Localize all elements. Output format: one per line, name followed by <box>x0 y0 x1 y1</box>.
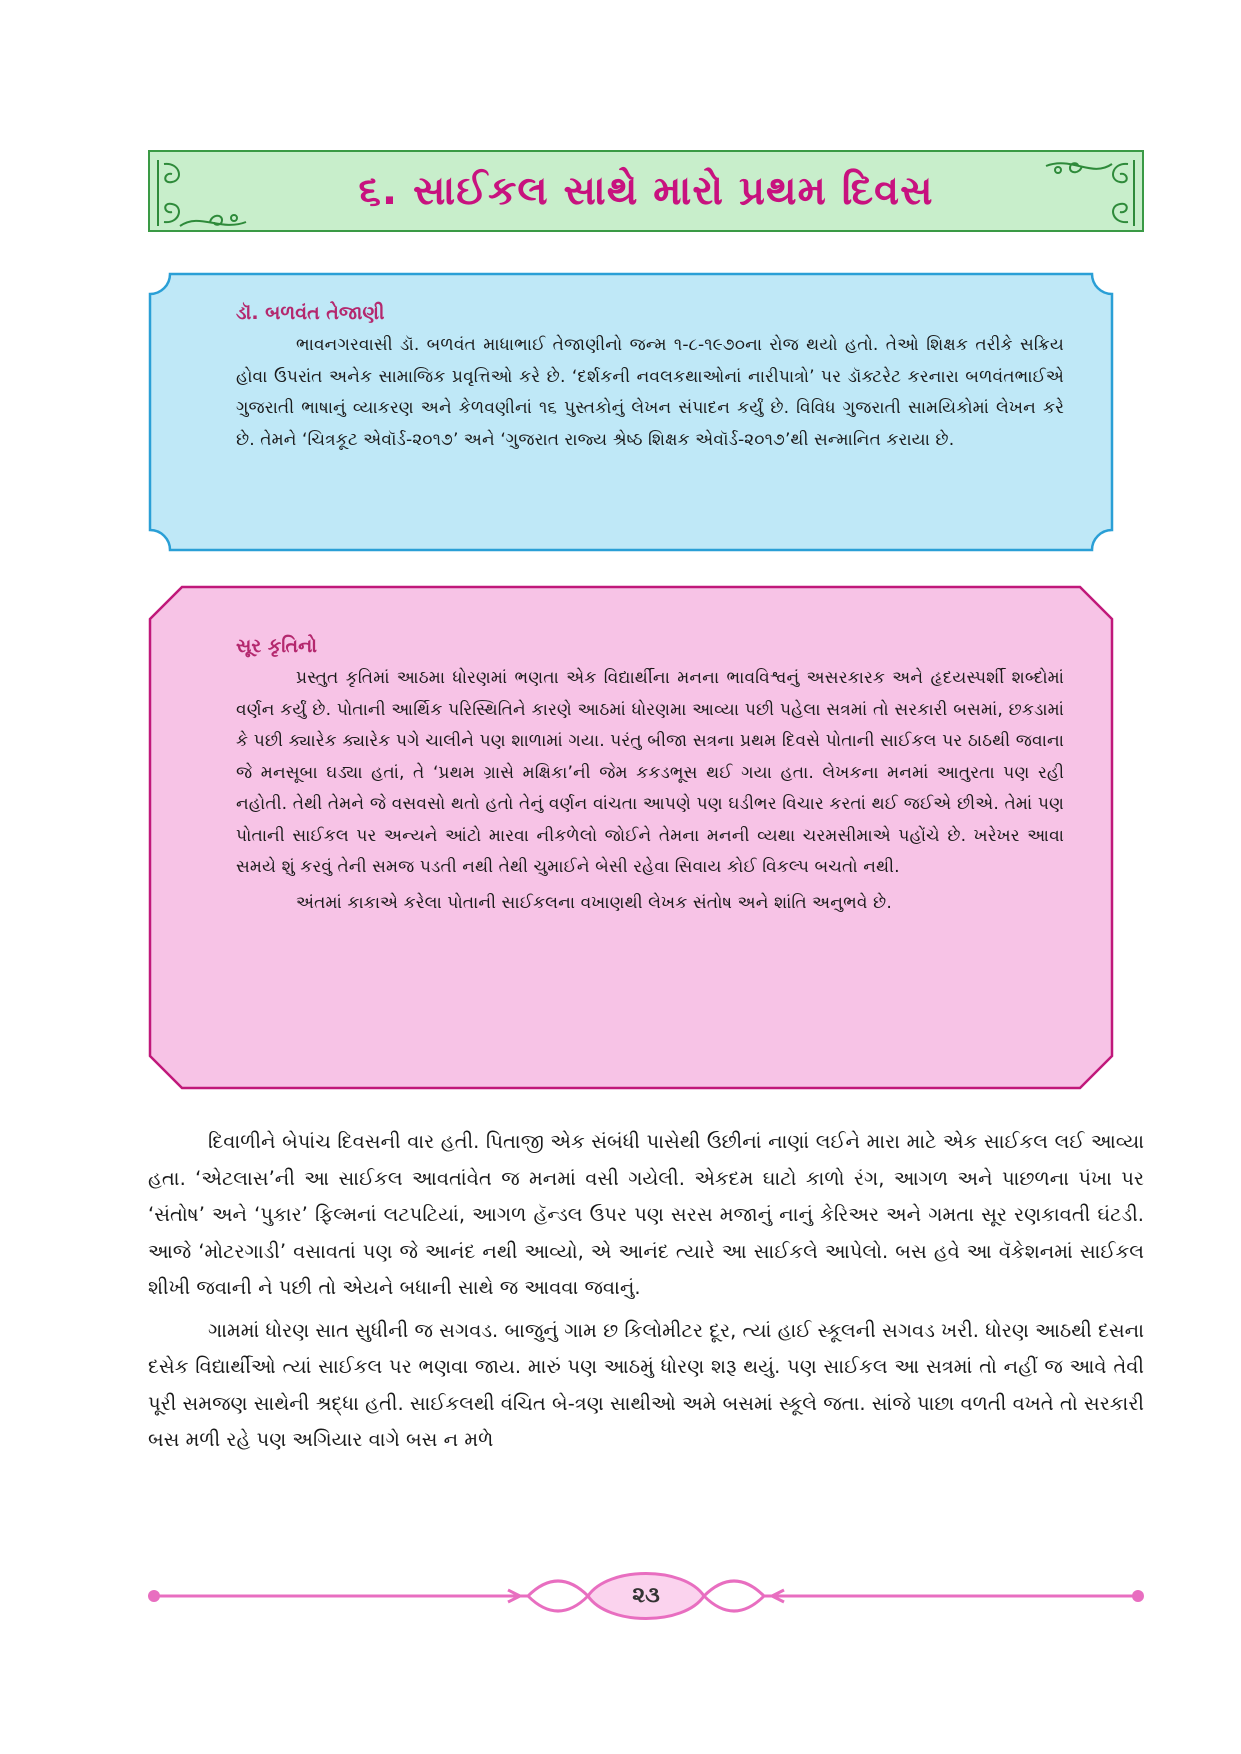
author-name-heading: ડૉ. બળવંત તેજાણી <box>236 302 385 324</box>
summary-heading: સૂર કૃતિનો <box>236 635 318 657</box>
author-box-content <box>236 302 1064 456</box>
body-paragraph-2: ગામમાં ધોરણ સાત સુધીની જ સગવડ. બાજુનું ગામ છ કિલોમીટર દૂર, ત્યાં હાઈ સ્કૂલની સગવડ ખરી. ધોરણ આઠથી દસના દસેક વિદ્યાર્થીઓ ત્યાં સાઈકલ પર ભણવા જાય. મારું પણ આઠમું ધોરણ શરૂ થયું. પણ સાઈકલ આ સત્રમાં તો નહીં જ આવે તેવી પૂરી સમજણ સાથેની શ્રદ્ધા હતી. સાઈકલથી વંચિત બે-ત્રણ સાથીઓ અમે બસમાં સ્કૂલે જતા. સાંજે પાછા વળતી વખતે તો સરકારી બસ મળી રહે પણ અગિયાર વાગે બસ ન મળે <box>148 1318 1144 1451</box>
page-number: ૨૩ <box>632 1583 660 1608</box>
body-paragraph-1: દિવાળીને બેપાંચ દિવસની વાર હતી. પિતાજી એક સંબંધી પાસેથી ઉછીનાં નાણાં લઈને મારા માટે એક સાઈકલ લઈ આવ્યા હતા. ‘એટલાસ’ની આ સાઈકલ આવતાંવેત જ મનમાં વસી ગયેલી. એકદમ ઘાટો કાળો રંગ, આગળ અને પાછળના પંખા પર ‘સંતોષ’ અને ‘પુકાર’ ફિલ્મનાં લટપટિયાં, આગળ હૅન્ડલ ઉપર પણ સરસ મજાનું નાનું કેરિઅર અને ગમતા સૂર રણકાવતી ઘંટડી. આજે ‘મોટરગાડી’ વસાવતાં પણ જે આનંદ નથી આવ્યો, એ આનંદ ત્યારે આ સાઈકલે આપેલો. બસ હવે આ વૅકેશનમાં સાઈકલ શીખી જવાની ને પછી તો એયને બધાની સાથે જ આવવા જવાનું. <box>148 1130 1144 1299</box>
author-info-box <box>148 272 1114 552</box>
page-footer <box>148 1560 1144 1632</box>
summary-paragraph-1: પ્રસ્તુત કૃતિમાં આઠમા ધોરણમાં ભણતા એક વિદ્યાર્થીના મનના ભાવવિશ્વનું અસરકારક અને હૃદયસ્પર્શી શબ્દોમાં વર્ણન કર્યું છે. પોતાની આર્થિક પરિસ્થિતિને કારણે આઠમાં ધોરણમા આવ્યા પછી પહેલા સત્રમાં તો સરકારી બસમાં, છકડામાં કે પછી ક્યારેક ક્યારેક પગે ચાલીને પણ શાળામાં ગયા. પરંતુ બીજા સત્રના પ્રથમ દિવસે પોતાની સાઈકલ પર ઠાઠથી જવાના જે મનસૂબા ઘડ્યા હતાં, તે ‘પ્રથમ ગ્રાસે મક્ષિકા’ની જેમ કકડભૂસ થઈ ગયા હતા. લેખકના મનમાં આતુરતા પણ રહી નહોતી. તેથી તેમને જે વસવસો થતો હતો તેનું વર્ણન વાંચતા આપણે પણ ઘડીભર વિચાર કરતાં થઈ જઈએ છીએ. તેમાં પણ પોતાની સાઈકલ પર અન્યને આંટો મારવા નીકળેલો જોઈને તેમના મનની વ્યથા ચરમસીમાએ પહોંચે છે. ખરેખર આવા સમયે શું કરવું તેની સમજ પડતી નથી તેથી ચુમાઈને બેસી રહેવા સિવાય કોઈ વિકલ્પ બચતો નથી. <box>236 668 1064 877</box>
summary-box <box>148 585 1114 1090</box>
author-bio-paragraph: ભાવનગરવાસી ડૉ. બળવંત માધાભાઈ તેજાણીનો જન્મ ૧-૮-૧૯૭૦ના રોજ થયો હતો. તેઓ શિક્ષક તરીકે સક્રિય હોવા ઉપરાંત અનેક સામાજિક પ્રવૃત્તિઓ કરે છે. ‘દર્શકની નવલકથાઓનાં નારીપાત્રો’ પર ડૉક્ટરેટ કરનારા બળવંતભાઈએ ગુજરાતી ભાષાનું વ્યાકરણ અને કેળવણીનાં ૧૬ પુસ્તકોનું લેખન સંપાદન કર્યું છે. વિવિધ ગુજરાતી સામયિકોમાં લેખન કરે છે. તેમને ‘ચિત્રકૂટ એવૉર્ડ-૨૦૧૭’ અને ‘ગુજરાત રાજ્ય શ્રેષ્ઠ શિક્ષક એવૉર્ડ-૨૦૧૭’થી સન્માનિત કરાયા છે. <box>236 335 1065 450</box>
chapter-body <box>148 1124 1144 1465</box>
summary-paragraph-2: અંતમાં કાકાએ કરેલા પોતાની સાઈકલના વખાણથી લેખક સંતોષ અને શાંતિ અનુભવે છે. <box>296 892 892 913</box>
chapter-title: ૬. સાઈકલ સાથે મારો પ્રથમ દિવસ <box>358 168 934 214</box>
chapter-title-banner <box>148 150 1144 232</box>
summary-box-content <box>236 635 1064 919</box>
